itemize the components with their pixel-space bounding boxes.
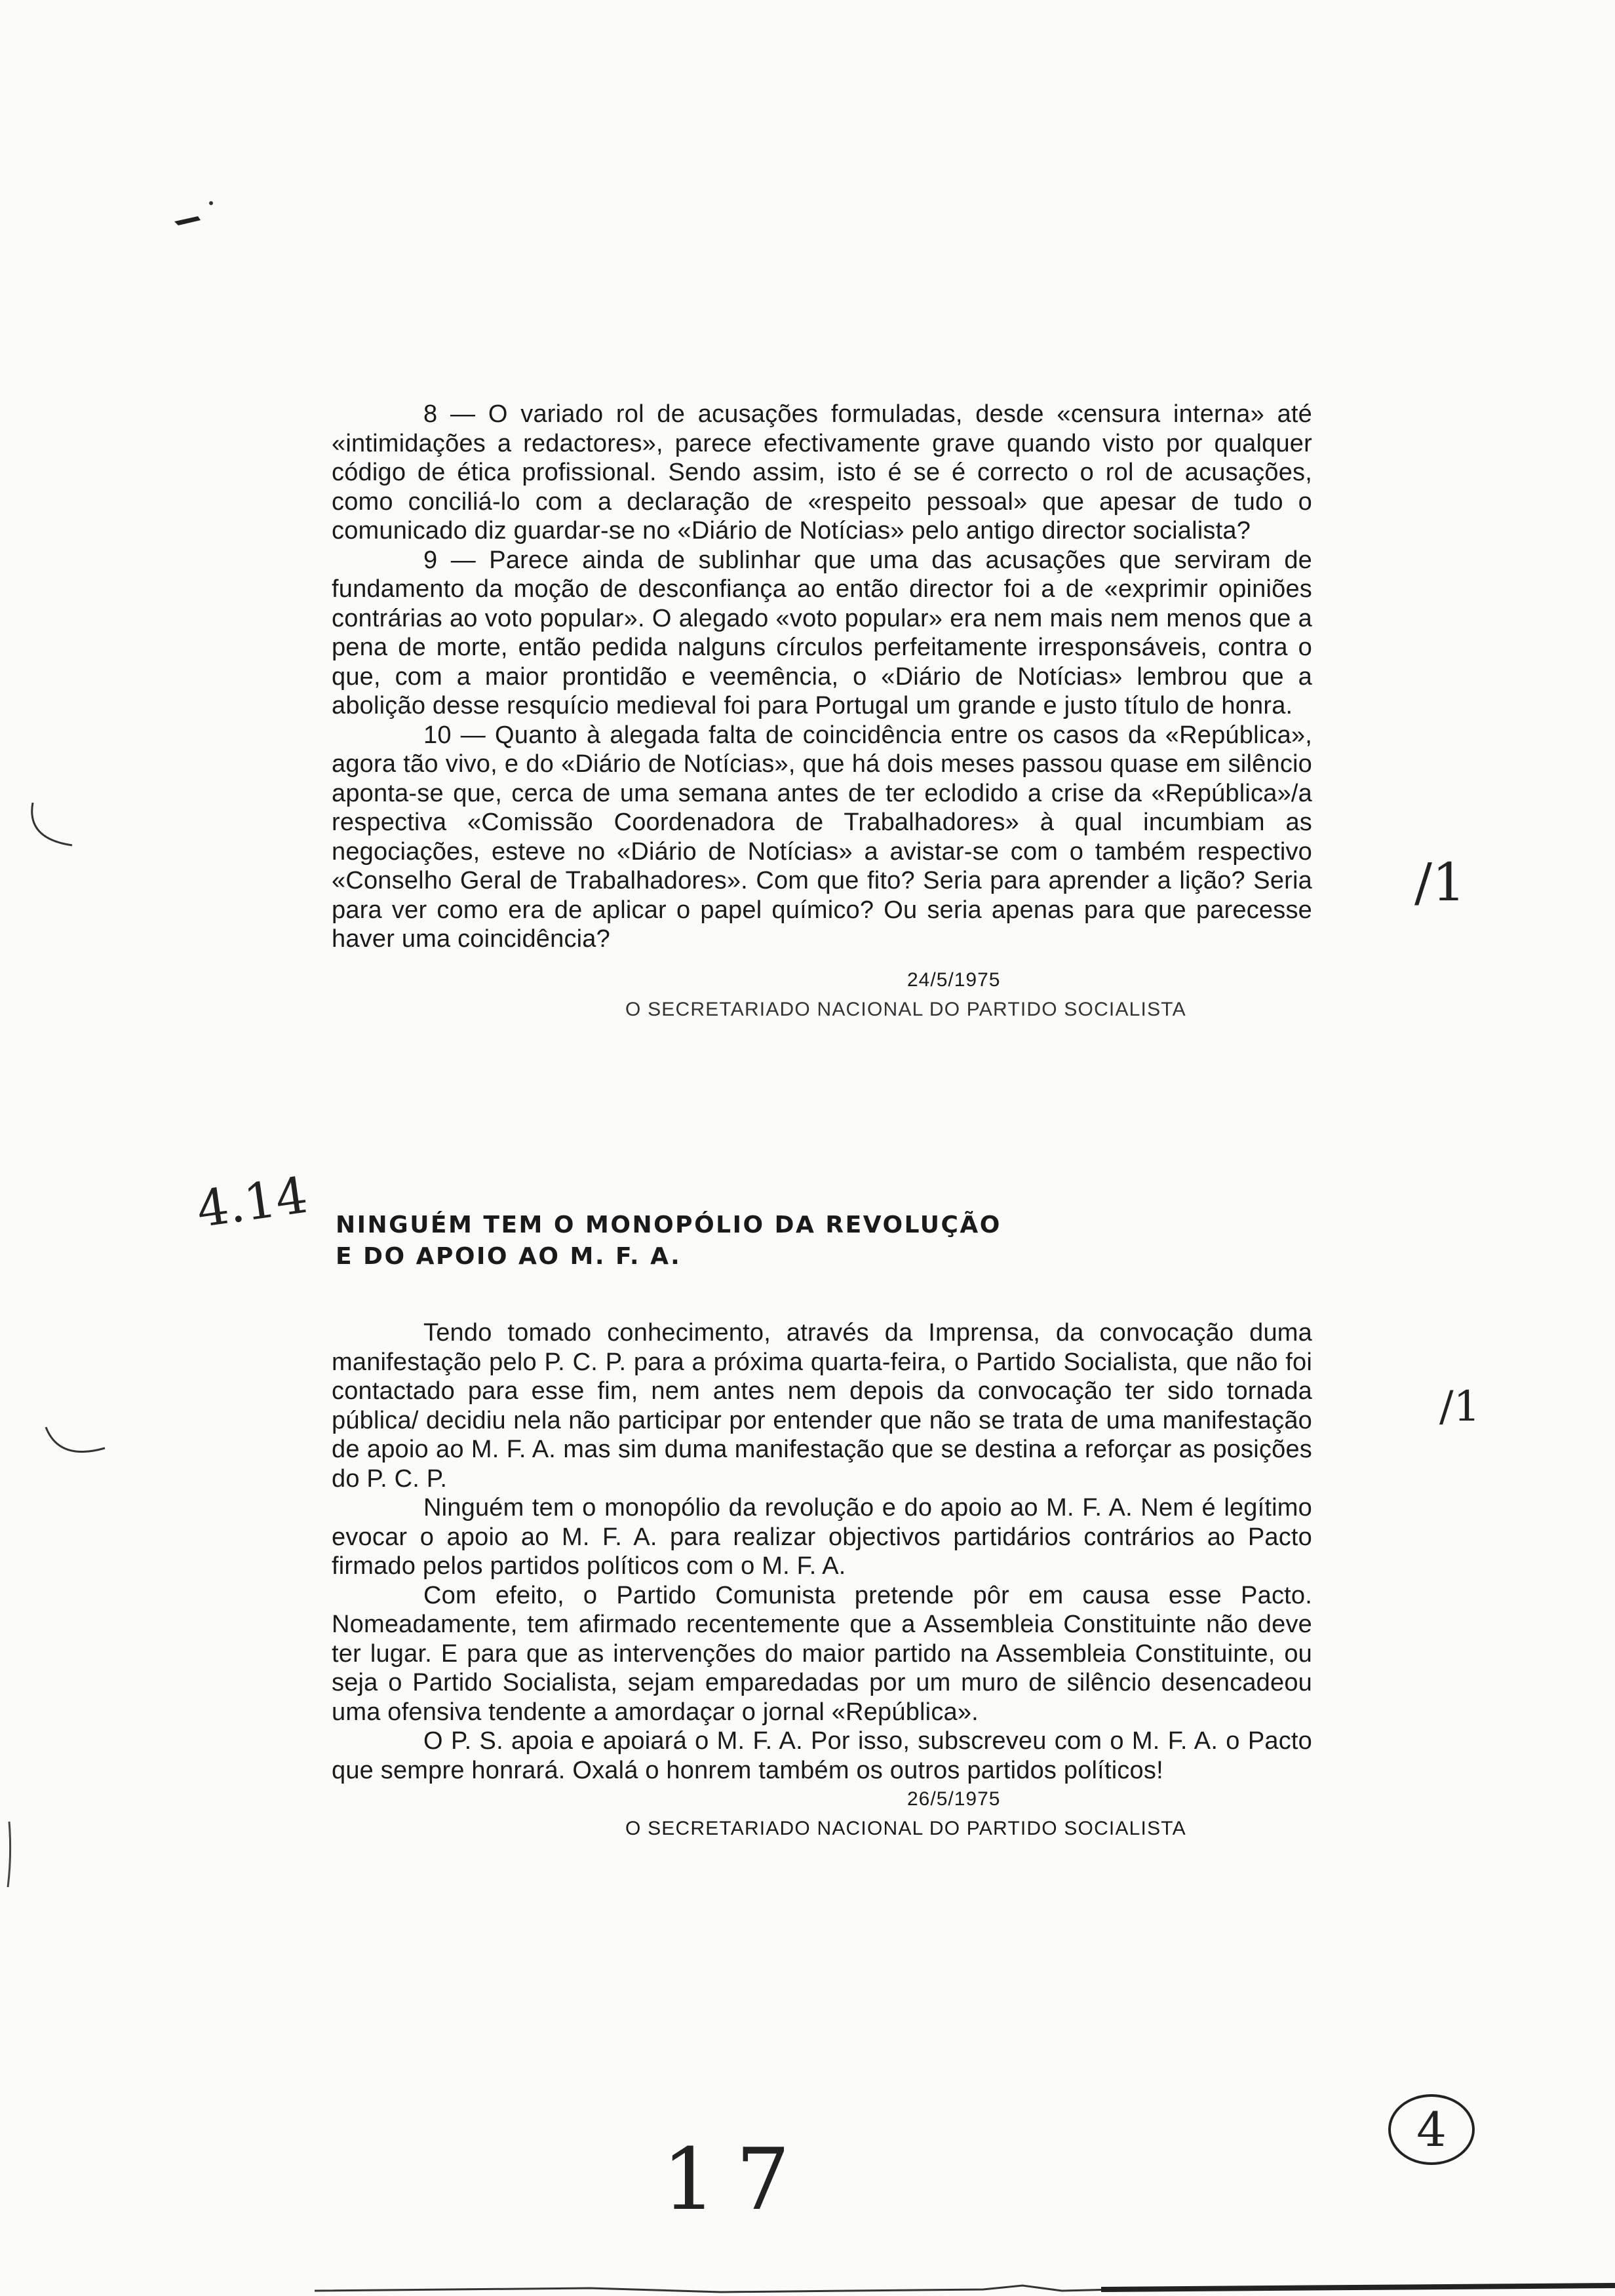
binding-edge-mark xyxy=(0,1815,20,1894)
binding-hole-mark-1 xyxy=(20,799,79,858)
paragraph-9: 9 — Parece ainda de sublinhar que uma das acusações que serviram de fundamento da moção de desconfiança ao então director foi a de «exprimir opiniões contrárias ao voto popular». O alegado «voto popular» era nem mais nem menos que a pena de morte, então pedida nalguns círculos perfeitamente irresponsáveis, contra o que, com a maior prontidão e veemência, o «Diário de Notícias» lembrou que a abolição desse resquício medieval foi para Portugal um grande e justo título de honra. xyxy=(332,546,1312,719)
margin-mark-2: /1 xyxy=(1439,1383,1481,1431)
circled-number-text: 4 xyxy=(1416,2102,1447,2157)
scan-bottom-edge xyxy=(0,2276,1615,2296)
section-1-date: 24/5/1975 xyxy=(907,968,1001,991)
section-1-body xyxy=(332,400,1312,1025)
paragraph-convocacao: Tendo tomado conhecimento, através da Imprensa, da convocação duma manifestação pelo P. C. P. para a próxima quarta-feira, o Partido Socialista, que não foi contactado para esse fim, nem antes nem depois da convocação ter sido tornada pública/ decidiu nela não participar por entender que não se trata de uma manifestação de apoio ao M. F. A. mas sim duma manifestação que se destina a reforçar as posições do P. C. P. xyxy=(332,1319,1312,1493)
section-2-heading xyxy=(336,1210,1002,1272)
section-2-signature: O SECRETARIADO NACIONAL DO PARTIDO SOCIALISTA xyxy=(625,1818,1186,1839)
paragraph-ps-apoia: O P. S. apoia e apoiará o M. F. A. Por isso, subscreveu com o M. F. A. o Pacto que sempre honrará. Oxalá o honrem também os outros partidos políticos! xyxy=(332,1727,1312,1784)
paragraph-8: 8 — O variado rol de acusações formuladas, desde «censura interna» até «intimidações a redactores», parece efectivamente grave quando visto por qualquer código de ética profissional. Sendo assim, isto é se é correcto o rol de acusações, como conciliá-lo com a declaração de «respeito pessoal» que apesar de tudo o comunicado diz guardar-se no «Diário de Notícias» pelo antigo director socialista? xyxy=(332,400,1312,545)
section-1-signature: O SECRETARIADO NACIONAL DO PARTIDO SOCIALISTA xyxy=(625,998,1186,1020)
margin-mark-1: /1 xyxy=(1414,852,1466,913)
margin-number-handwritten: 4.14 xyxy=(193,1165,311,1239)
heading-line-1: NINGUÉM TEM O MONOPÓLIO DA REVOLUÇÃO xyxy=(336,1212,1002,1238)
binding-hole-mark-2 xyxy=(39,1422,111,1474)
section-2-date: 26/5/1975 xyxy=(907,1788,1001,1810)
circled-page-number xyxy=(1388,2094,1475,2165)
heading-line-2: E DO APOIO AO M. F. A. xyxy=(336,1243,682,1270)
section-2-body xyxy=(332,1318,1312,1844)
paragraph-com-efeito: Com efeito, o Partido Comunista pretende pôr em causa esse Pacto. Nomeadamente, tem afirmado recentemente que a Assembleia Constituinte não deve ter lugar. E para que as intervenções do maior partido na Assembleia Constituinte, ou seja o Partido Socialista, sejam emparedadas por um muro de silêncio desencadeou uma ofensiva tendente a amordaçar o jornal «República». xyxy=(332,1581,1312,1726)
page-number-handwritten: 17 xyxy=(662,2130,810,2229)
scan-speck xyxy=(172,197,218,229)
paragraph-monopolio: Ninguém tem o monopólio da revolução e do apoio ao M. F. A. Nem é legítimo evocar o apoio ao M. F. A. para realizar objectivos partidários contrários ao Pacto firmado pelos partidos políticos com o M. F. A. xyxy=(332,1494,1312,1580)
paragraph-10: 10 — Quanto à alegada falta de coincidência entre os casos da «República», agora tão vivo, e do «Diário de Notícias», que há dois meses passou quase em silêncio aponta-se que, cerca de uma semana antes de ter eclodido a crise da «República»/a respectiva «Comissão Coordenadora de Trabalhadores» à qual incumbiam as negociações, esteve no «Diário de Notícias» a avistar-se com o também respectivo «Conselho Geral de Trabalhadores». Com que fito? Seria para aprender a lição? Seria para ver como era de aplicar o papel químico? Ou seria apenas para que parecesse haver uma coincidência? xyxy=(332,721,1312,953)
